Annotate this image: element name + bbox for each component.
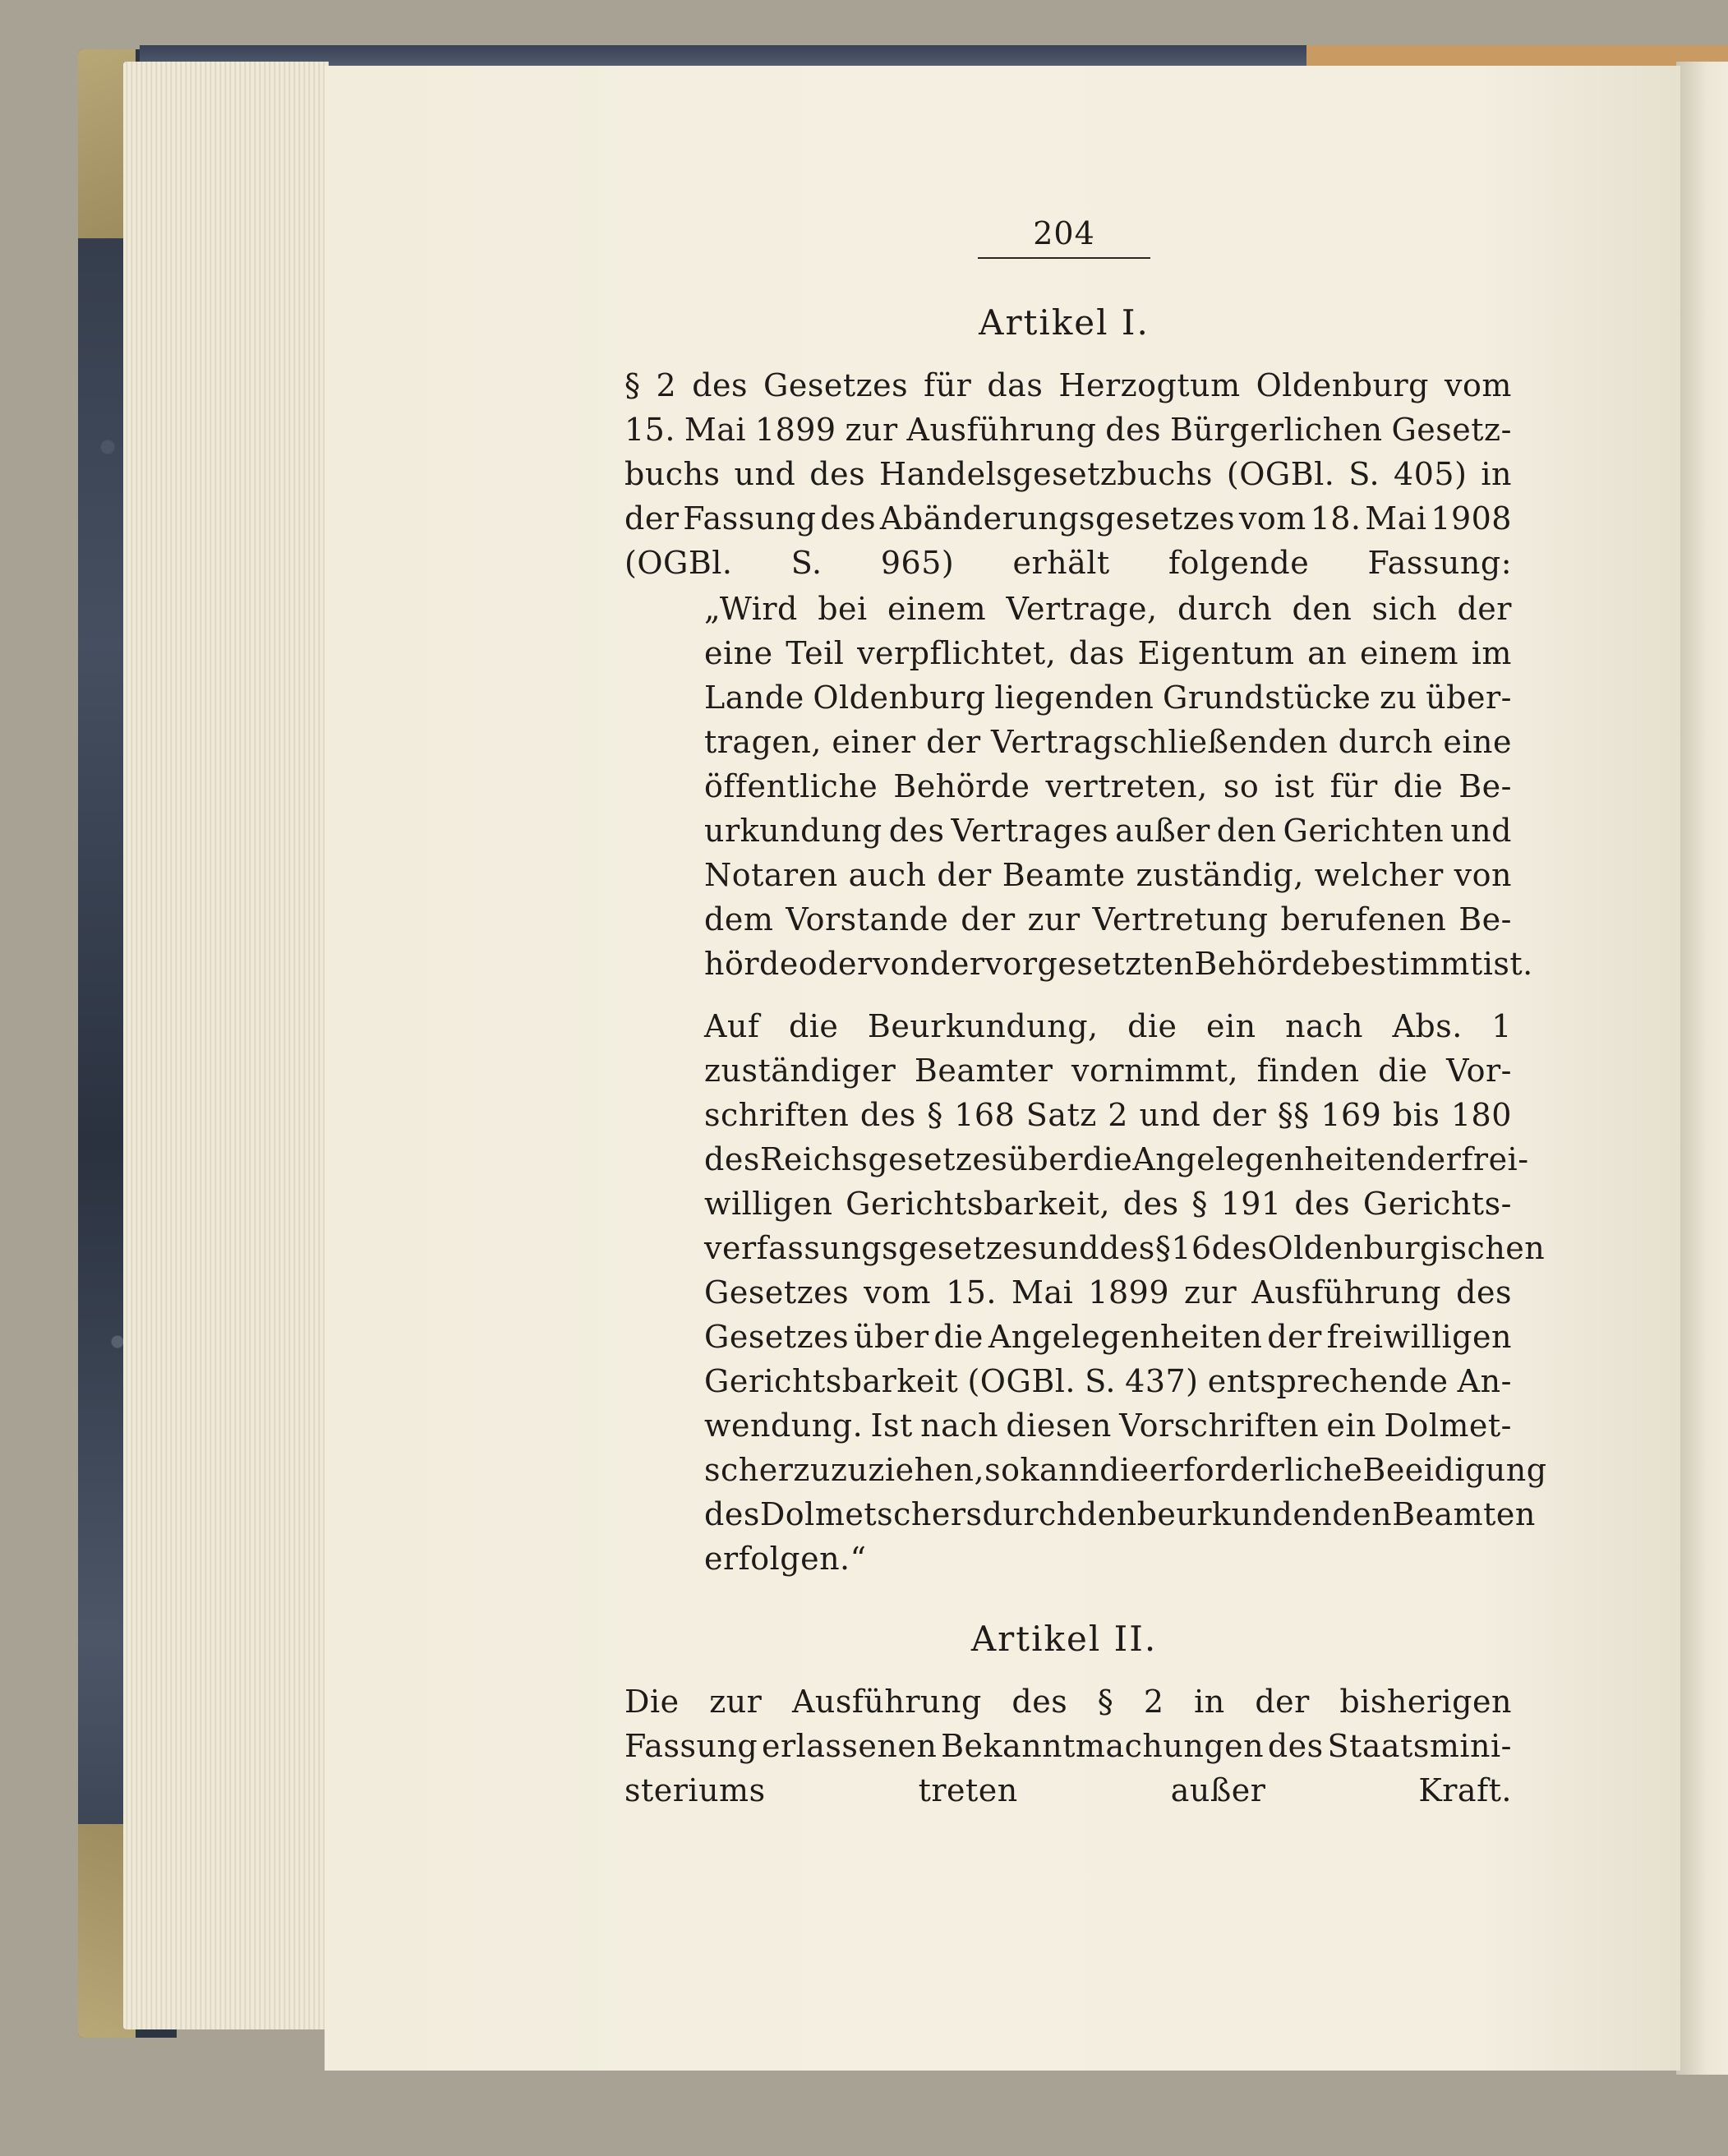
- word: Beeidigung: [1362, 1452, 1547, 1488]
- word: auch: [848, 857, 927, 893]
- word: Be-: [1458, 768, 1512, 804]
- word: im: [1471, 635, 1512, 671]
- word: Behörde: [1194, 946, 1331, 982]
- paragraph-3-line: [704, 1137, 1529, 1182]
- word: Gerichtsbarkeit,: [846, 1186, 1111, 1222]
- word: die: [788, 1008, 839, 1044]
- word: und: [1450, 813, 1512, 849]
- word: Beamte: [1002, 857, 1126, 893]
- word: zuständig,: [1136, 857, 1304, 893]
- word: einem: [1359, 635, 1459, 671]
- word: Oldenburg: [1256, 367, 1430, 403]
- paragraph-3-line: [704, 1403, 1512, 1448]
- word: des: [1011, 1684, 1068, 1720]
- word: der: [1457, 591, 1512, 627]
- word: das: [1068, 635, 1125, 671]
- word: buchs: [624, 456, 721, 492]
- word: Gerichtsbarkeit: [704, 1363, 959, 1399]
- word: tragen,: [704, 724, 822, 760]
- word: zur: [845, 412, 898, 448]
- word: des: [820, 500, 877, 537]
- word: Staatsmini-: [1327, 1728, 1512, 1764]
- word: Gerichts-: [1362, 1186, 1512, 1222]
- word: §: [1154, 1230, 1172, 1266]
- word: den: [1216, 813, 1277, 849]
- paragraph-2-line: [704, 631, 1512, 675]
- word: Mai: [1011, 1274, 1074, 1311]
- word: Gesetz-: [1391, 412, 1512, 448]
- paragraph-2-line: [704, 675, 1512, 720]
- word: 2: [656, 367, 677, 403]
- word: Ausführung: [906, 412, 1097, 448]
- word: durch: [1338, 724, 1433, 760]
- word: scher: [704, 1452, 794, 1488]
- word: des: [809, 456, 866, 492]
- word: Vorstande: [786, 901, 949, 937]
- word: der: [930, 946, 985, 982]
- paragraph-3-line: [704, 1048, 1512, 1093]
- word: Bürgerlichen: [1170, 412, 1383, 448]
- paragraph-3-line: [704, 1182, 1512, 1226]
- paragraph-1: [624, 363, 1512, 585]
- word: Gesetzes: [704, 1319, 850, 1355]
- word: Die: [624, 1684, 680, 1720]
- word: der: [926, 724, 981, 760]
- word: der: [1267, 1319, 1322, 1355]
- word: diesen: [1006, 1407, 1112, 1444]
- word: 180: [1450, 1097, 1512, 1133]
- word: vorgesetzten: [984, 946, 1195, 982]
- article-1-heading: Artikel I.: [979, 302, 1150, 343]
- word: Vorschriften: [1119, 1407, 1320, 1444]
- word: den: [1292, 591, 1352, 627]
- paragraph-3-line: erfolgen.“: [704, 1541, 867, 1577]
- paragraph-2-line: [704, 808, 1512, 853]
- word: Beamten: [1392, 1496, 1536, 1532]
- word: über: [854, 1319, 929, 1355]
- word: von: [1454, 857, 1512, 893]
- word: Angelegenheiten: [988, 1319, 1263, 1355]
- paragraph-3-line: [704, 1270, 1512, 1315]
- word: der: [1211, 1097, 1267, 1133]
- word: An-: [1457, 1363, 1512, 1399]
- page-number: 204: [1033, 215, 1095, 251]
- word: Beurkundung,: [867, 1008, 1099, 1044]
- word: der: [624, 500, 680, 537]
- word: der: [1255, 1684, 1310, 1720]
- word: ist.: [1482, 946, 1533, 982]
- word: so: [984, 1452, 1021, 1488]
- word: dem: [704, 901, 774, 937]
- word: 16: [1171, 1230, 1212, 1266]
- word: und: [734, 456, 796, 492]
- word: ein: [1326, 1407, 1377, 1444]
- word: des: [1456, 1274, 1512, 1311]
- word: die: [1393, 768, 1444, 804]
- word: Bekanntmachungen: [941, 1728, 1265, 1764]
- word: vom: [1445, 367, 1512, 403]
- word: welcher: [1314, 857, 1444, 893]
- word: 1899: [754, 412, 836, 448]
- word: verfassungsgesetzes: [704, 1230, 1039, 1266]
- word: in: [1481, 456, 1512, 492]
- word: des: [692, 367, 749, 403]
- word: Vertrage,: [1006, 591, 1158, 627]
- word: 191: [1220, 1186, 1282, 1222]
- word: sich: [1371, 591, 1438, 627]
- word: Dolmet-: [1384, 1407, 1512, 1444]
- word: des: [1122, 1186, 1179, 1222]
- word: 15.: [946, 1274, 998, 1311]
- word: oder: [798, 946, 873, 982]
- word: zur: [1184, 1274, 1237, 1311]
- word: die: [1127, 1008, 1177, 1044]
- word: vom: [1238, 500, 1306, 537]
- word: der: [961, 901, 1016, 937]
- word: §: [1097, 1684, 1114, 1720]
- word: §§: [1277, 1097, 1310, 1133]
- word: die: [1082, 1141, 1133, 1177]
- word: Lande: [704, 680, 804, 716]
- word: „Wird: [704, 591, 798, 627]
- word: 1: [1491, 1008, 1512, 1044]
- word: so: [1223, 768, 1260, 804]
- paragraph-2-line: [704, 942, 1533, 986]
- word: beurkundenden: [1136, 1496, 1393, 1532]
- word: Beamter: [914, 1053, 1053, 1089]
- word: Gesetzes: [763, 367, 909, 403]
- word: erforderliche: [1149, 1452, 1363, 1488]
- page-block-edges: [123, 62, 329, 2029]
- word: des: [859, 1097, 916, 1133]
- paragraph-1-line: [624, 496, 1512, 541]
- word: des: [888, 813, 945, 849]
- word: 2: [1108, 1097, 1128, 1133]
- word: 169: [1320, 1097, 1382, 1133]
- word: urkundung: [704, 813, 882, 849]
- word: liegenden: [994, 680, 1154, 716]
- word: entsprechende: [1207, 1363, 1449, 1399]
- word: erlassenen: [761, 1728, 938, 1764]
- word: des: [1294, 1186, 1351, 1222]
- paragraph-3-line: [704, 1492, 1536, 1536]
- adjacent-page-edge: [1676, 62, 1728, 2075]
- paragraph-2-line: [704, 764, 1512, 808]
- word: Satz: [1025, 1097, 1097, 1133]
- word: vertreten,: [1045, 768, 1208, 804]
- word: über: [1007, 1141, 1083, 1177]
- word: zur: [1027, 901, 1081, 937]
- word: des: [1211, 1230, 1268, 1266]
- word: Grundstücke: [1162, 680, 1371, 716]
- word: einem: [887, 591, 987, 627]
- word: Eigentum: [1137, 635, 1295, 671]
- word: Notaren: [704, 857, 838, 893]
- page-number-rule: [978, 257, 1150, 259]
- word: durch: [1177, 591, 1273, 627]
- word: Mai: [684, 412, 747, 448]
- word: kann: [1020, 1452, 1100, 1488]
- word: ist: [1274, 768, 1315, 804]
- word: zu: [1379, 680, 1417, 716]
- word: in: [1194, 1684, 1225, 1720]
- word: Mai: [1365, 500, 1427, 537]
- word: Ausführung: [1251, 1274, 1442, 1311]
- word: hörde: [704, 946, 799, 982]
- paragraph-3-line: [704, 1315, 1512, 1359]
- word: der: [1406, 1141, 1462, 1177]
- word: bestimmt: [1330, 946, 1483, 982]
- word: Abänderungsgesetzes: [879, 500, 1236, 537]
- word: Vertretung: [1092, 901, 1269, 937]
- paragraph-3-line: [704, 1093, 1512, 1137]
- word: S.: [1085, 1363, 1116, 1399]
- word: 18.: [1310, 500, 1362, 537]
- paragraph-3-line: [704, 1448, 1547, 1492]
- word: öffentliche: [704, 768, 878, 804]
- word: ein: [1206, 1008, 1256, 1044]
- word: zur: [709, 1684, 763, 1720]
- word: Reichsgesetzes: [759, 1141, 1008, 1177]
- word: und: [1139, 1097, 1201, 1133]
- paragraph-4-line: [624, 1679, 1512, 1724]
- word: über-: [1426, 680, 1512, 716]
- word: zuzuziehen,: [793, 1452, 985, 1488]
- word: Herzogtum: [1058, 367, 1241, 403]
- word: das: [987, 367, 1044, 403]
- word: des: [704, 1496, 760, 1532]
- word: Behörde: [893, 768, 1030, 804]
- word: vornimmt,: [1071, 1053, 1239, 1089]
- word: Angelegenheiten: [1132, 1141, 1407, 1177]
- word: des: [704, 1141, 760, 1177]
- word: 437): [1125, 1363, 1199, 1399]
- word: Fassung: [683, 500, 817, 537]
- word: Oldenburgischen: [1267, 1230, 1546, 1266]
- word: des: [1105, 412, 1162, 448]
- word: Vor-: [1446, 1053, 1512, 1089]
- word: finden: [1256, 1053, 1360, 1089]
- word: Oldenburg: [813, 680, 986, 716]
- word: nach: [1285, 1008, 1363, 1044]
- word: eine: [1443, 724, 1512, 760]
- word: berufenen: [1280, 901, 1447, 937]
- word: von: [872, 946, 931, 982]
- word: bei: [818, 591, 868, 627]
- word: Ausführung: [791, 1684, 982, 1720]
- word: 2: [1143, 1684, 1164, 1720]
- word: Vertrages: [951, 813, 1109, 849]
- word: an: [1307, 635, 1348, 671]
- paragraph-1-line: [624, 408, 1512, 452]
- word: einer: [832, 724, 916, 760]
- word: frei-: [1461, 1141, 1529, 1177]
- word: durch: [982, 1496, 1077, 1532]
- word: freiwilligen: [1326, 1319, 1512, 1355]
- word: (OGBl.: [1226, 456, 1335, 492]
- paragraph-2-line: [704, 720, 1512, 764]
- word: §: [1191, 1186, 1208, 1222]
- paragraph-3-line: [704, 1359, 1512, 1403]
- word: §: [927, 1097, 943, 1133]
- word: Ist: [870, 1407, 913, 1444]
- word: vom: [864, 1274, 932, 1311]
- paragraph-2-line: [704, 587, 1512, 631]
- word: schriften: [704, 1097, 850, 1133]
- word: des: [1267, 1728, 1324, 1764]
- word: die: [1099, 1452, 1150, 1488]
- word: 1899: [1088, 1274, 1170, 1311]
- word: Vertragschließenden: [991, 724, 1329, 760]
- paragraph-2-line: [704, 897, 1512, 942]
- word: für: [924, 367, 972, 403]
- word: Be-: [1458, 901, 1512, 937]
- word: (OGBl.: [967, 1363, 1076, 1399]
- paragraph-4-line: steriums treten außer Kraft.: [624, 1772, 1512, 1808]
- word: 15.: [624, 412, 675, 448]
- word: nach: [920, 1407, 999, 1444]
- word: Abs.: [1392, 1008, 1463, 1044]
- paragraph-1-line: [624, 363, 1512, 408]
- word: die: [933, 1319, 984, 1355]
- word: Teil: [786, 635, 845, 671]
- word: 168: [954, 1097, 1016, 1133]
- word: des: [1099, 1230, 1155, 1266]
- paragraph-1-line: (OGBl. S. 965) erhält folgende Fassung:: [624, 545, 1512, 581]
- paragraph-4: [624, 1679, 1512, 1813]
- word: der: [937, 857, 992, 893]
- paragraph-2-line: [704, 853, 1512, 897]
- paragraph-4-line: [624, 1724, 1512, 1768]
- paragraph-3: [704, 1004, 1547, 1581]
- word: 1908: [1431, 500, 1512, 537]
- word: für: [1329, 768, 1378, 804]
- word: und: [1038, 1230, 1099, 1266]
- word: Handelsgesetzbuchs: [879, 456, 1213, 492]
- word: S.: [1348, 456, 1380, 492]
- word: bis: [1392, 1097, 1440, 1133]
- word: Dolmetschers: [759, 1496, 983, 1532]
- word: Gerichten: [1283, 813, 1445, 849]
- word: willigen: [704, 1186, 833, 1222]
- word: außer: [1115, 813, 1210, 849]
- word: eine: [704, 635, 773, 671]
- word: bisherigen: [1339, 1684, 1512, 1720]
- word: zuständiger: [704, 1053, 896, 1089]
- word: den: [1076, 1496, 1137, 1532]
- paragraph-3-line: [704, 1226, 1546, 1270]
- word: die: [1378, 1053, 1428, 1089]
- word: §: [624, 367, 641, 403]
- article-2-heading: Artikel II.: [970, 1619, 1158, 1659]
- word: Auf: [704, 1008, 760, 1044]
- word: Fassung: [624, 1728, 758, 1764]
- word: wendung.: [704, 1407, 864, 1444]
- paragraph-2-quote: [704, 587, 1533, 986]
- paragraph-3-line: [704, 1004, 1512, 1048]
- paragraph-1-line: [624, 452, 1512, 496]
- word: verpflichtet,: [857, 635, 1057, 671]
- word: Gesetzes: [704, 1274, 850, 1311]
- word: 405): [1394, 456, 1468, 492]
